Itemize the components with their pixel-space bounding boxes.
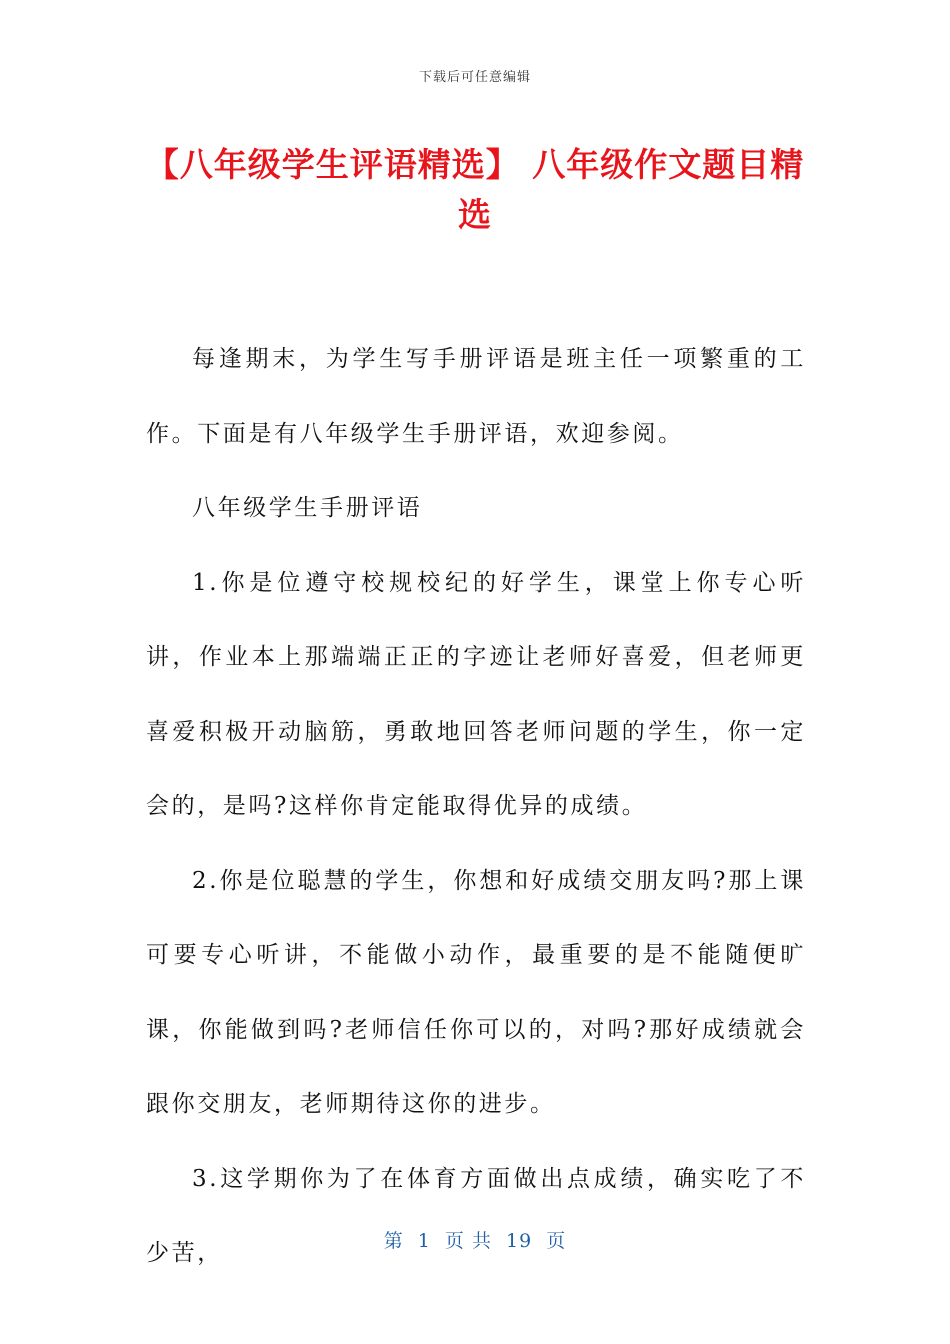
- page-footer: 第 1 页 共 19 页: [383, 1230, 567, 1252]
- paragraph-comment-3: 3.这学期你为了在体育方面做出点成绩，确实吃了不少苦，: [146, 1165, 806, 1266]
- paragraph-intro: 每逢期末，为学生写手册评语是班主任一项繁重的工作。下面是有八年级学生手册评语，欢迎参阅。: [146, 346, 806, 447]
- paragraph-subheading: 八年级学生手册评语: [192, 495, 423, 521]
- paragraph-comment-1: 1.你是位遵守校规校纪的好学生，课堂上你专心听讲，作业本上那端端正正的字迹让老师好喜爱，但老师更喜爱积极开动脑筋，勇敢地回答老师问题的学生，你一定会的，是吗?这样你肯定能取得优异的成绩。: [146, 569, 806, 819]
- document-body: [146, 322, 806, 1291]
- document-title: 【八年级学生评语精选】 八年级作文题目精选: [145, 145, 805, 234]
- header-note: 下载后可任意编辑: [418, 70, 531, 85]
- paragraph-comment-2: 2.你是位聪慧的学生，你想和好成绩交朋友吗?那上课可要专心听讲，不能做小动作，最重要的是不能随便旷课，你能做到吗?老师信任你可以的，对吗?那好成绩就会跟你交朋友，老师期待这你的进步。: [146, 867, 806, 1117]
